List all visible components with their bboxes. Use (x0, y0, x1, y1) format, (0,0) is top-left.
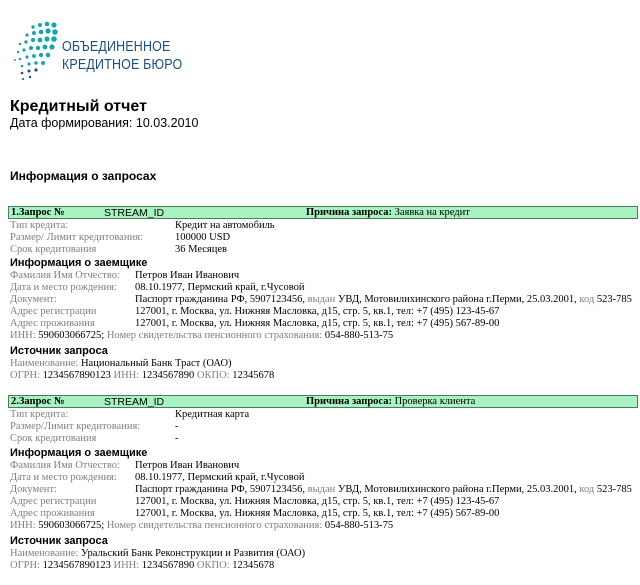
borrower-name-row (10, 270, 240, 282)
credit-type-label: Тип кредита: (10, 409, 69, 420)
borrower-heading: Информация о заемщике (10, 257, 148, 269)
source-name-row (10, 548, 305, 560)
source-ogrn-label: ОГРН: (10, 370, 40, 381)
report-date (10, 116, 198, 130)
credit-limit-label: Размер/ Лимит кредитования: (10, 232, 143, 243)
borrower-document-label: Документ: (10, 484, 57, 495)
borrower-pension-value: 054-880-513-75 (324, 520, 394, 531)
borrower-pension-label: Номер свидетельства пенсионного страхования: (106, 520, 323, 531)
source-name-value: Национальный Банк Траст (ОАО) (80, 358, 232, 369)
credit-type-label: Тип кредита: (10, 220, 69, 231)
borrower-document-row (10, 484, 632, 496)
borrower-inn-row (10, 330, 393, 342)
borrower-reg-address-label: Адрес регистрации (10, 496, 97, 507)
borrower-live-address-value: 127001, г. Москва, ул. Нижняя Масловка, д15, стр. 5, кв.1, тел: +7 (495) 567-89-00 (135, 318, 500, 329)
credit-type-row (10, 220, 275, 232)
report-date-label: Дата формирования: (10, 116, 133, 130)
borrower-birth-row (10, 282, 305, 294)
logo-dots-icon (10, 20, 62, 82)
borrower-live-address-label: Адрес проживания (10, 508, 95, 519)
request-reason-label: Причина запроса: (306, 207, 392, 218)
borrower-birth-label: Дата и место рождения: (10, 472, 117, 483)
source-heading: Источник запроса (10, 345, 108, 357)
source-ogrn-label: ОГРН: (10, 560, 40, 571)
brand-line-2: КРЕДИТНОЕ БЮРО (62, 57, 183, 73)
borrower-live-address-label: Адрес проживания (10, 318, 95, 329)
credit-type-value: Кредит на автомобиль (175, 220, 275, 231)
source-name-label: Наименование: (10, 548, 79, 559)
borrower-inn-value: 590603066725; (38, 520, 105, 531)
source-okpo-value: 12345678 (232, 560, 275, 571)
credit-limit-row (10, 232, 231, 244)
borrower-birth-label: Дата и место рождения: (10, 282, 117, 293)
borrower-birth-value: 08.10.1977, Пермский край, г.Чусовой (135, 472, 305, 483)
borrower-inn-value: 590603066725; (38, 330, 105, 341)
credit-limit-row (10, 421, 179, 433)
request-reason-value: Заявка на кредит (394, 207, 470, 218)
credit-limit-value: 100000 USD (175, 232, 231, 243)
borrower-heading: Информация о заемщике (10, 447, 148, 459)
borrower-name-label: Фамилия Имя Отчество: (10, 270, 120, 281)
logo (10, 20, 183, 82)
report-date-value: 10.03.2010 (135, 116, 199, 130)
source-codes-row (10, 560, 274, 572)
request-reason (306, 396, 475, 408)
source-okpo-label: ОКПО: (196, 560, 230, 571)
borrower-reg-address-label: Адрес регистрации (10, 306, 97, 317)
borrower-reg-address-row (10, 496, 500, 508)
borrower-inn-row (10, 520, 393, 532)
source-codes-row (10, 370, 274, 382)
borrower-reg-address-value: 127001, г. Москва, ул. Нижняя Масловка, д15, стр. 5, кв.1, тел: +7 (495) 123-45-67 (135, 306, 500, 317)
borrower-name-label: Фамилия Имя Отчество: (10, 460, 120, 471)
source-inn-value: 1234567890 (141, 560, 195, 571)
source-inn-label: ИНН: (113, 560, 140, 571)
source-inn-value: 1234567890 (141, 370, 195, 381)
credit-term-value: - (175, 433, 179, 444)
credit-term-value: 36 Месяцев (175, 244, 227, 255)
request-number: 1.Запрос № (11, 207, 65, 218)
page-title: Кредитный отчет (10, 98, 147, 115)
borrower-live-address-row (10, 508, 500, 520)
source-inn-label: ИНН: (113, 370, 140, 381)
request-header (8, 206, 638, 219)
section-title: Информация о запросах (10, 169, 157, 183)
borrower-birth-row (10, 472, 305, 484)
borrower-pension-label: Номер свидетельства пенсионного страхования: (106, 330, 323, 341)
request-header (8, 395, 638, 408)
request-reason-value: Проверка клиента (394, 396, 476, 407)
borrower-document-row (10, 294, 632, 306)
borrower-reg-address-value: 127001, г. Москва, ул. Нижняя Масловка, д15, стр. 5, кв.1, тел: +7 (495) 123-45-67 (135, 496, 500, 507)
borrower-inn-label: ИНН: (10, 330, 36, 341)
source-okpo-label: ОКПО: (196, 370, 230, 381)
source-ogrn-value: 1234567890123 (42, 560, 111, 571)
request-number: 2.Запрос № (11, 396, 65, 407)
borrower-name-row (10, 460, 240, 472)
stream-id: STREAM_ID (104, 396, 165, 408)
borrower-document-value: Паспорт гражданина РФ, 5907123456, выдан УВД, Мотовилихинского района г.Перми, 25.03.2001, код 523-785 (135, 294, 632, 305)
credit-term-row (10, 433, 179, 445)
request-reason-label: Причина запроса: (306, 396, 392, 407)
credit-term-label: Срок кредитования (10, 244, 97, 255)
credit-type-value: Кредитная карта (175, 409, 250, 420)
borrower-live-address-value: 127001, г. Москва, ул. Нижняя Масловка, д15, стр. 5, кв.1, тел: +7 (495) 567-89-00 (135, 508, 500, 519)
credit-term-label: Срок кредитования (10, 433, 97, 444)
borrower-name-value: Петров Иван Иванович (135, 460, 240, 471)
borrower-pension-value: 054-880-513-75 (324, 330, 394, 341)
source-name-value: Уральский Банк Реконструкции и Развития (ОАО) (80, 548, 306, 559)
borrower-document-label: Документ: (10, 294, 57, 305)
brand-line-1: ОБЪЕДИНЕННОЕ (62, 39, 171, 55)
source-okpo-value: 12345678 (232, 370, 275, 381)
source-heading: Источник запроса (10, 535, 108, 547)
credit-limit-label: Размер/Лимит кредитования: (10, 421, 141, 432)
stream-id: STREAM_ID (104, 207, 165, 219)
borrower-live-address-row (10, 318, 500, 330)
source-ogrn-value: 1234567890123 (42, 370, 111, 381)
borrower-name-value: Петров Иван Иванович (135, 270, 240, 281)
credit-term-row (10, 244, 227, 256)
borrower-inn-label: ИНН: (10, 520, 36, 531)
source-name-label: Наименование: (10, 358, 79, 369)
credit-limit-value: - (175, 421, 179, 432)
borrower-reg-address-row (10, 306, 500, 318)
borrower-document-value: Паспорт гражданина РФ, 5907123456, выдан УВД, Мотовилихинского района г.Перми, 25.03.2001, код 523-785 (135, 484, 632, 495)
request-reason (306, 207, 470, 219)
borrower-birth-value: 08.10.1977, Пермский край, г.Чусовой (135, 282, 305, 293)
source-name-row (10, 358, 232, 370)
credit-type-row (10, 409, 250, 421)
